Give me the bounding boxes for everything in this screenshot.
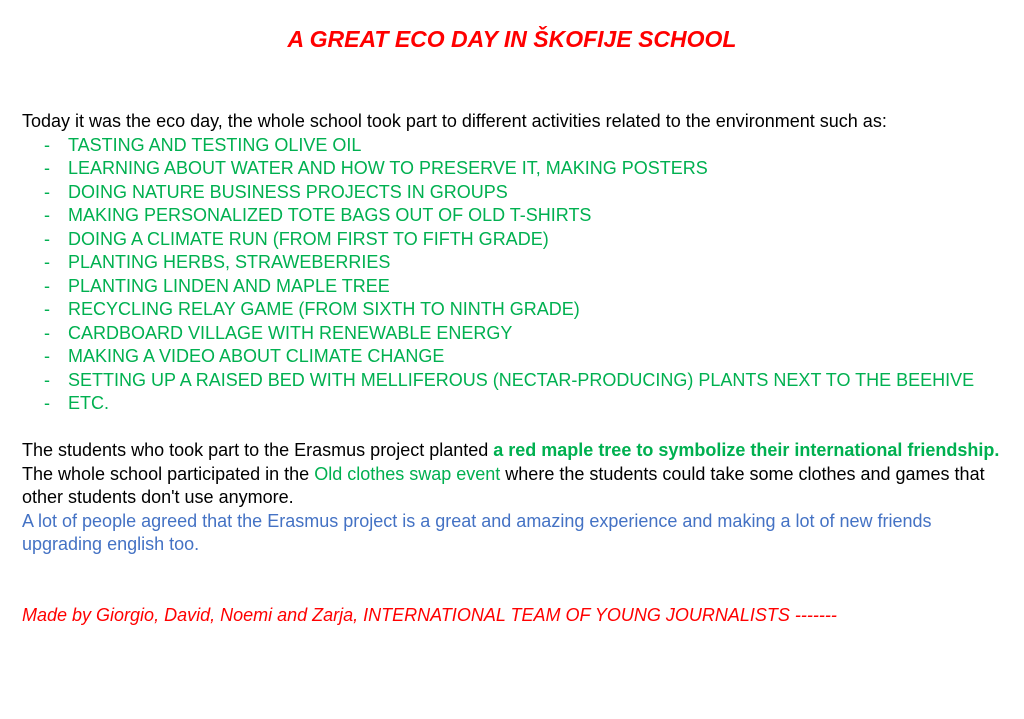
list-marker: - <box>44 322 50 343</box>
list-item <box>22 275 1002 299</box>
list-item <box>22 181 1002 205</box>
list-marker: - <box>44 158 50 178</box>
list-marker: - <box>44 275 50 296</box>
paragraph-gap <box>22 557 1002 604</box>
signature-line: Made by Giorgio, David, Noemi and Zarja, INTERNATIONAL TEAM OF YOUNG JOURNALISTS ------- <box>22 604 837 625</box>
erasmus-highlight: a red maple tree to symbolize their international friendship. <box>493 440 1000 460</box>
list-item-text: CARDBOARD VILLAGE WITH RENEWABLE ENERGY <box>68 322 513 343</box>
list-item <box>22 345 1002 369</box>
list-item <box>22 322 1002 346</box>
list-marker: - <box>44 228 50 249</box>
list-item-text: TASTING AND TESTING OLIVE OIL <box>68 134 362 155</box>
list-item-text: MAKING PERSONALIZED TOTE BAGS OUT OF OLD T-SHIRTS <box>68 205 592 225</box>
list-marker: - <box>44 369 50 390</box>
list-marker: - <box>44 393 50 413</box>
list-item <box>22 228 1002 252</box>
opinion-paragraph: A lot of people agreed that the Erasmus project is a great and amazing experience and making a lot of new friends upgrading english too. <box>22 510 932 554</box>
erasmus-prefix: The students who took part to the Erasmus project planted <box>22 440 494 460</box>
list-item <box>22 204 1002 228</box>
paragraph-gap <box>22 416 1002 440</box>
list-item <box>22 157 1002 181</box>
document-page <box>22 24 1002 627</box>
activities-list <box>22 134 1002 416</box>
intro-paragraph: Today it was the eco day, the whole school took part to different activities related to the environment such as: <box>22 111 887 131</box>
list-item-text: LEARNING ABOUT WATER AND HOW TO PRESERVE IT, MAKING POSTERS <box>68 158 708 178</box>
list-item <box>22 369 1002 393</box>
list-marker: - <box>44 205 50 225</box>
list-marker: - <box>44 346 50 366</box>
swap-paragraph <box>22 463 1002 510</box>
list-item-text: PLANTING HERBS, STRAWEBERRIES <box>68 252 391 272</box>
erasmus-paragraph <box>22 439 1002 463</box>
list-item-text: DOING A CLIMATE RUN (FROM FIRST TO FIFTH GRADE) <box>68 228 549 249</box>
swap-suffix: where the students could take some clothes and games that other students don't use anymore. <box>22 463 985 507</box>
list-item-text: DOING NATURE BUSINESS PROJECTS IN GROUPS <box>68 181 508 202</box>
list-item-text: ETC. <box>68 393 110 413</box>
list-marker: - <box>44 181 50 202</box>
list-item <box>22 251 1002 275</box>
swap-prefix: The whole school participated in the <box>22 463 315 484</box>
list-item-text: MAKING A VIDEO ABOUT CLIMATE CHANGE <box>68 346 445 366</box>
list-marker: - <box>44 299 50 319</box>
list-item <box>22 392 1002 416</box>
list-item-text: PLANTING LINDEN AND MAPLE TREE <box>68 275 390 296</box>
list-marker: - <box>44 252 50 272</box>
list-item-text: RECYCLING RELAY GAME (FROM SIXTH TO NINTH GRADE) <box>68 299 580 319</box>
document-title: A GREAT ECO DAY IN ŠKOFIJE SCHOOL <box>287 26 737 52</box>
list-marker: - <box>44 134 50 155</box>
list-item <box>22 298 1002 322</box>
list-item <box>22 134 1002 158</box>
swap-highlight: Old clothes swap event <box>314 463 501 484</box>
list-item-text: SETTING UP A RAISED BED WITH MELLIFEROUS (NECTAR-PRODUCING) PLANTS NEXT TO THE BEEHIVE <box>68 369 975 390</box>
